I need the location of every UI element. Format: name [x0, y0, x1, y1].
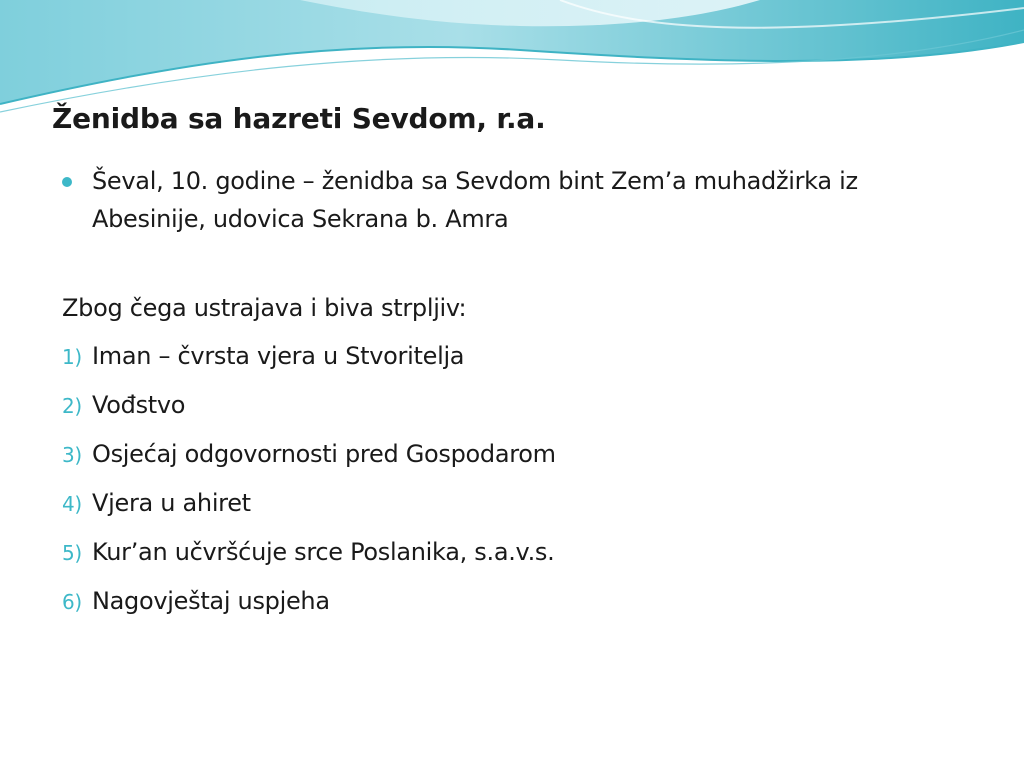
list-item-text: Vjera u ahiret: [92, 489, 251, 517]
list-marker: 1): [62, 345, 82, 369]
list-item: [62, 577, 962, 626]
bullet-dot-icon: [62, 177, 72, 187]
intro-text: Zbog čega ustrajava i biva strpljiv:: [62, 294, 467, 322]
list-marker: 5): [62, 541, 82, 565]
list-item: [62, 381, 962, 430]
list-item-text: Vođstvo: [92, 391, 186, 419]
list-marker: 3): [62, 443, 82, 467]
numbered-list: [62, 332, 962, 626]
list-item: [62, 528, 962, 577]
bullet-item: [62, 162, 962, 238]
list-item: [62, 479, 962, 528]
list-item: [62, 332, 962, 381]
list-item: [62, 430, 962, 479]
list-marker: 2): [62, 394, 82, 418]
list-item-text: Nagovještaj uspjeha: [92, 587, 330, 615]
list-item-text: Kur’an učvršćuje srce Poslanika, s.a.v.s.: [92, 538, 555, 566]
list-marker: 4): [62, 492, 82, 516]
slide-title: Ženidba sa hazreti Sevdom, r.a.: [52, 102, 546, 135]
bullet-text: Ševal, 10. godine – ženidba sa Sevdom bint Zem’a muhadžirka iz Abesinije, udovica Sekrana b. Amra: [92, 167, 858, 233]
list-item-text: Osjećaj odgovornosti pred Gospodarom: [92, 440, 556, 468]
list-item-text: Iman – čvrsta vjera u Stvoritelja: [92, 342, 465, 370]
slide-content: [62, 162, 962, 626]
list-marker: 6): [62, 590, 82, 614]
